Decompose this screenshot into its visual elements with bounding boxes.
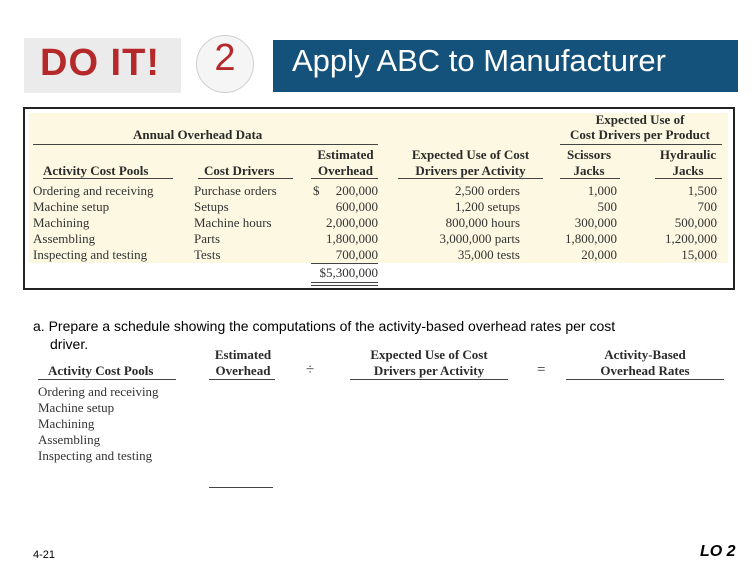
learning-objective: LO 2 — [700, 543, 736, 560]
schedule-pools-list — [38, 384, 159, 464]
col-scissors-2: Jacks — [573, 163, 605, 178]
total-overhead: $5,300,000 — [319, 265, 378, 280]
cost-driver-column — [194, 183, 277, 263]
col-hydraulic-2: Jacks — [672, 163, 704, 178]
sch-total-rule — [209, 487, 273, 488]
row-hydraulic: 15,000 — [681, 247, 717, 262]
expected-use-title-1: Expected Use of — [595, 112, 685, 127]
do-it-label: DO IT! — [40, 42, 160, 84]
row-driver: Tests — [194, 247, 221, 262]
currency-sign: $ — [313, 183, 320, 198]
col-estimated-2: Overhead — [318, 163, 373, 178]
row-hydraulic: 500,000 — [674, 215, 717, 230]
row-pool: Ordering and receiving — [33, 183, 154, 198]
header-rule — [43, 178, 173, 179]
col-estimated-1: Estimated — [317, 147, 374, 162]
sch-col-estimated-1: Estimated — [214, 347, 272, 362]
page-title: Apply ABC to Manufacturer — [292, 43, 666, 78]
row-use: 800,000 hours — [445, 215, 520, 230]
row-estimated: 1,800,000 — [326, 231, 378, 246]
header-rule — [398, 178, 543, 179]
row-pool: Assembling — [33, 231, 96, 246]
header-rule — [655, 178, 722, 179]
estimated-column — [318, 183, 378, 263]
col-scissors-1: Scissors — [566, 147, 612, 162]
col-activity-cost-pools: Activity Cost Pools — [43, 163, 149, 178]
row-pool: Inspecting and testing — [33, 247, 148, 262]
sch-col-rate-2: Overhead Rates — [600, 363, 690, 378]
list-item: Inspecting and testing — [38, 448, 153, 463]
row-estimated: 700,000 — [335, 247, 378, 262]
row-pool: Machine setup — [33, 199, 110, 214]
col-expected-use-1: Expected Use of Cost — [411, 147, 530, 162]
expected-use-title-2: Cost Drivers per Product — [570, 127, 710, 142]
col-hydraulic-1: Hydraulic — [659, 147, 717, 162]
page-number: 4-21 — [33, 549, 56, 561]
expected-use-column — [400, 183, 520, 263]
total-double-rule — [311, 285, 378, 286]
row-scissors: 300,000 — [574, 215, 617, 230]
scissors-column — [550, 183, 617, 263]
sch-col-activity-pools: Activity Cost Pools — [48, 363, 154, 378]
row-driver: Machine hours — [194, 215, 272, 230]
sch-header-rule — [566, 379, 724, 380]
total-rule — [311, 263, 378, 264]
annual-title-underline — [33, 144, 378, 145]
sch-col-expected-use-2: Drivers per Activity — [373, 363, 485, 378]
list-item: Ordering and receiving — [38, 384, 159, 399]
row-pool: Machining — [33, 215, 90, 230]
row-driver: Purchase orders — [194, 183, 277, 198]
table-row — [33, 183, 154, 263]
row-scissors: 1,800,000 — [565, 231, 617, 246]
row-scissors: 1,000 — [587, 183, 617, 198]
row-driver: Setups — [194, 199, 229, 214]
row-hydraulic: 1,500 — [687, 183, 717, 198]
row-scissors: 20,000 — [581, 247, 617, 262]
divide-sign: ÷ — [306, 362, 315, 378]
sch-header-rule — [350, 379, 508, 380]
list-item: Machining — [38, 416, 95, 431]
sch-col-rate-1: Activity-Based — [604, 347, 686, 362]
total-double-rule — [311, 282, 378, 283]
hydraulic-column — [647, 183, 717, 263]
row-hydraulic: 700 — [697, 199, 717, 214]
question-line-2: driver. — [50, 336, 89, 352]
sch-header-rule — [209, 379, 275, 380]
list-item: Machine setup — [38, 400, 115, 415]
header-rule — [311, 178, 378, 179]
sch-col-expected-use-1: Expected Use of Cost — [370, 347, 488, 362]
header-rule — [198, 178, 293, 179]
col-cost-drivers: Cost Drivers — [204, 163, 275, 178]
question-line-1: a. Prepare a schedule showing the computations of the activity-based overhead rates per cost — [33, 318, 616, 334]
row-hydraulic: 1,200,000 — [665, 231, 717, 246]
row-driver: Parts — [194, 231, 220, 246]
row-estimated: 200,000 — [335, 183, 378, 198]
col-expected-use-2: Drivers per Activity — [415, 163, 526, 178]
row-use: 35,000 tests — [457, 247, 520, 262]
number-badge-text: 2 — [214, 37, 236, 79]
sch-header-rule — [38, 379, 176, 380]
equals-sign: = — [537, 362, 546, 378]
row-scissors: 500 — [597, 199, 617, 214]
sch-col-estimated-2: Overhead — [215, 363, 271, 378]
header-rule — [560, 178, 620, 179]
row-use: 2,500 orders — [455, 183, 520, 198]
list-item: Assembling — [38, 432, 101, 447]
row-use: 3,000,000 parts — [439, 231, 520, 246]
row-estimated: 2,000,000 — [326, 215, 378, 230]
row-estimated: 600,000 — [335, 199, 378, 214]
row-use: 1,200 setups — [455, 199, 520, 214]
expected-title-underline — [560, 144, 722, 145]
annual-overhead-title: Annual Overhead Data — [133, 127, 263, 142]
